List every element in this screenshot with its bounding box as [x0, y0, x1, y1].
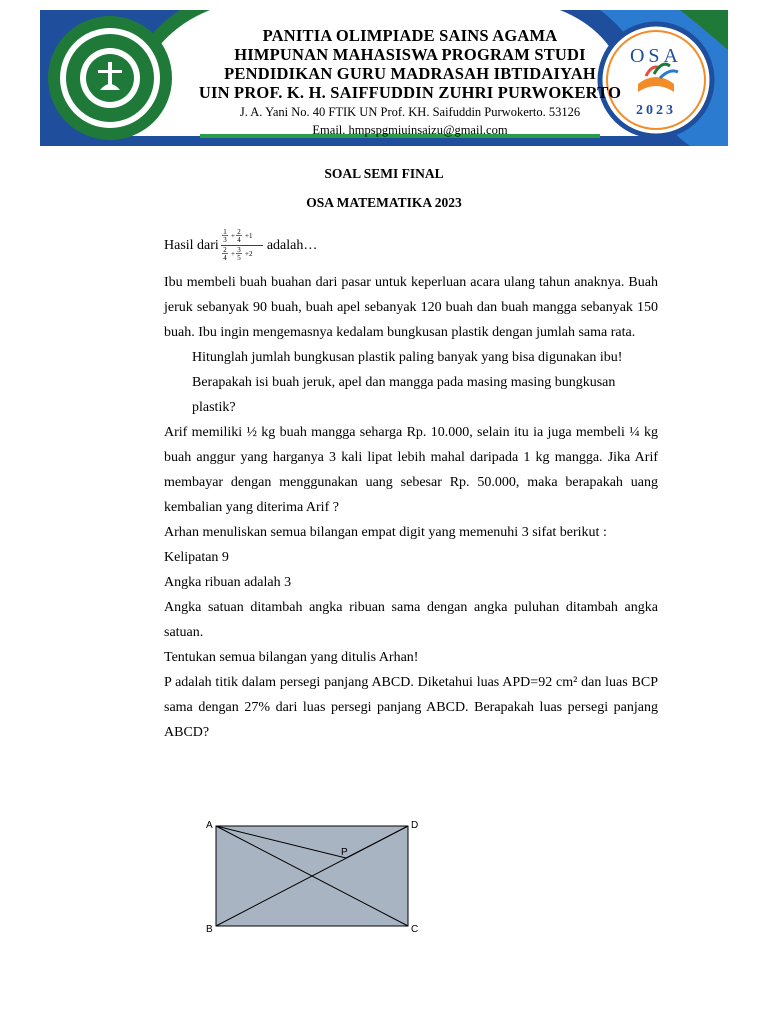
question-4-cond-3: Angka satuan ditambah angka ribuan sama dengan angka puluhan ditambah angka satuan.	[164, 600, 658, 640]
q1-complex-fraction	[221, 228, 265, 264]
label-p: P	[341, 847, 348, 858]
question-2a: Hitunglah jumlah bungkusan plastik paling banyak yang bisa digunakan ibu!	[192, 350, 623, 365]
question-5: P adalah titik dalam persegi panjang ABCD. Diketahui luas APD=92 cm² dan luas BCP sama dengan 27% dari luas persegi panjang ABCD. Berapakah luas persegi panjang ABCD?	[164, 675, 658, 740]
osa-logo-name: OSA	[629, 45, 683, 67]
question-4-cond-1: Kelipatan 9	[164, 550, 229, 565]
svg-text:2: 2	[223, 246, 227, 254]
svg-text:5: 5	[237, 254, 241, 262]
label-c: C	[411, 924, 419, 935]
svg-text:+2: +2	[244, 250, 253, 258]
svg-text:+1: +1	[244, 232, 253, 240]
question-3: Arif memiliki ½ kg buah mangga seharga Rp. 10.000, selain itu ia juga membeli ¼ kg buah anggur yang harganya 3 kali lipat lebih mahal daripada 1 kg mangga. Jika Arif membayar dengan menggunakan uang sebesar Rp. 50.000, maka berapakah uang kembalian yang diterima Arif ?	[164, 425, 658, 515]
header-line-3: PENDIDIKAN GURU MADRASAH IBTIDAIYAH	[224, 64, 596, 83]
label-a: A	[206, 820, 213, 831]
q1-after: adalah…	[266, 238, 318, 254]
svg-text:4: 4	[237, 236, 241, 244]
svg-text:+: +	[230, 250, 235, 258]
label-b: B	[206, 924, 213, 935]
question-4-ask: Tentukan semua bilangan yang ditulis Arhan!	[164, 650, 419, 665]
question-4-cond-2: Angka ribuan adalah 3	[164, 575, 292, 590]
exam-title: SOAL SEMI FINAL	[324, 166, 444, 181]
question-1	[164, 228, 658, 264]
exam-subtitle: OSA MATEMATIKA 2023	[306, 195, 462, 210]
q1-before: Hasil dari	[164, 238, 219, 254]
question-2b: Berapakah isi buah jeruk, apel dan mangga pada masing masing bungkusan plastik?	[192, 375, 616, 415]
abcd-diagram	[198, 812, 430, 936]
osa-logo-year: 2023	[636, 103, 676, 118]
question-2: Ibu membeli buah buahan dari pasar untuk keperluan acara ulang tahun anaknya. Buah jeruk sebanyak 90 buah, buah apel sebanyak 120 buah dan buah mangga sebanyak 150 buah. Ibu ingin mengemasnya kedalam bungkusan plastik dengan jumlah sama rata.	[164, 275, 658, 340]
header-address: J. A. Yani No. 40 FTIK UN Prof. KH. Saifuddin Purwokerto. 53126	[239, 105, 581, 119]
letterhead-banner	[40, 10, 728, 146]
letterhead-text	[190, 26, 630, 139]
svg-text:+: +	[230, 232, 235, 240]
header-email: Email. hmpspgmiuinsaizu@gmail.com	[312, 123, 508, 137]
questions	[164, 228, 658, 745]
svg-text:2: 2	[237, 228, 241, 236]
svg-text:4: 4	[223, 254, 227, 262]
header-line-4: UIN PROF. K. H. SAIFFUDDIN ZUHRI PURWOKERTO	[198, 83, 622, 102]
himpunan-logo	[48, 16, 172, 140]
svg-text:3: 3	[223, 236, 227, 244]
svg-text:1: 1	[223, 228, 227, 236]
header-line-2: HIMPUNAN MAHASISWA PROGRAM STUDI	[234, 45, 586, 64]
label-d: D	[411, 820, 419, 831]
rectangle-figure	[198, 812, 430, 941]
header-line-1: PANITIA OLIMPIADE SAINS AGAMA	[262, 26, 558, 45]
question-4-intro: Arhan menuliskan semua bilangan empat digit yang memenuhi 3 sifat berikut :	[164, 525, 607, 540]
svg-text:3: 3	[237, 246, 241, 254]
